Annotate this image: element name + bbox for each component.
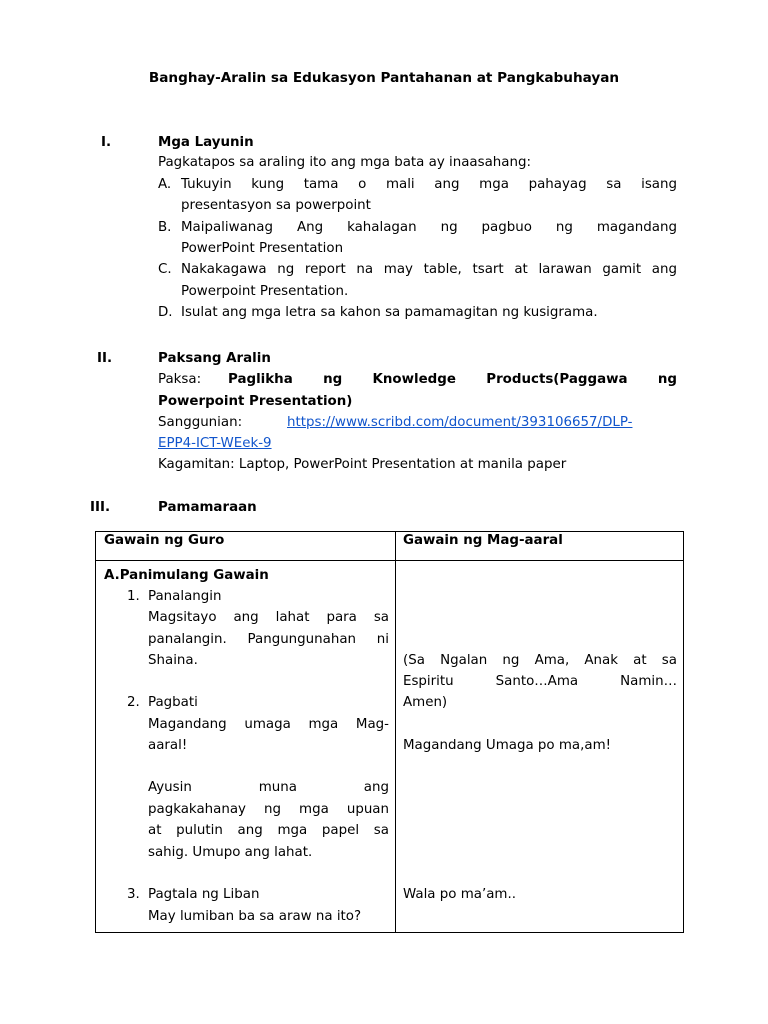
section-number: III. bbox=[90, 500, 111, 515]
step-text: panalangin. Pangungunahan ni bbox=[148, 632, 389, 647]
objective-text-cont: presentasyon sa powerpoint bbox=[181, 198, 371, 213]
step-text: Ayusin muna ang bbox=[148, 780, 389, 795]
sanggunian-label: Sanggunian: bbox=[158, 415, 243, 430]
step-text: Shaina. bbox=[148, 653, 198, 668]
response-text: Magandang Umaga po ma,am! bbox=[403, 738, 611, 753]
section-number: I. bbox=[101, 135, 112, 150]
step-title: Pagtala ng Liban bbox=[148, 887, 260, 902]
step-number: 1. bbox=[127, 589, 140, 604]
objective-letter: C. bbox=[158, 262, 172, 277]
table-header-row bbox=[96, 532, 684, 561]
objective-text: Tukuyin kung tama o mali ang mga pahayag sa isang bbox=[181, 177, 677, 192]
section-number: II. bbox=[97, 351, 113, 366]
objective-letter: D. bbox=[158, 305, 173, 320]
objective-letter: A. bbox=[158, 177, 172, 192]
sanggunian-link-cont[interactable]: EPP4-ICT-WEek-9 bbox=[158, 436, 272, 451]
objective-text: Isulat ang mga letra sa kahon sa pamamagitan ng kusigrama. bbox=[181, 305, 598, 320]
step-title: Panalangin bbox=[148, 589, 222, 604]
table-row bbox=[96, 561, 684, 933]
step-title: Pagbati bbox=[148, 695, 198, 710]
sanggunian-link[interactable]: https://www.scribd.com/document/393106657/DLP- bbox=[287, 415, 633, 430]
objective-text: Nakakagawa ng report na may table, tsart at larawan gamit ang bbox=[181, 262, 677, 277]
section-heading: Paksang Aralin bbox=[158, 351, 271, 366]
step-text: pagkakahanay ng mga upuan bbox=[148, 802, 389, 817]
section-label: A.Panimulang Gawain bbox=[104, 568, 269, 583]
step-text: aaral! bbox=[148, 738, 188, 753]
step-text: Magandang umaga mga Mag- bbox=[148, 717, 389, 732]
teacher-cell bbox=[96, 561, 396, 933]
kagamitan-text: Kagamitan: Laptop, PowerPoint Presentation at manila paper bbox=[158, 457, 567, 472]
response-text: Espiritu Santo…Ama Namin… bbox=[403, 674, 677, 689]
response-text: (Sa Ngalan ng Ama, Anak at sa bbox=[403, 653, 677, 668]
objective-text-cont: Powerpoint Presentation. bbox=[181, 284, 349, 299]
paksa-value-cont: Powerpoint Presentation) bbox=[158, 394, 353, 409]
section-heading: Pamamaraan bbox=[158, 500, 257, 515]
step-number: 3. bbox=[127, 887, 140, 902]
section-heading: Mga Layunin bbox=[158, 135, 254, 150]
page-title: Banghay-Aralin sa Edukasyon Pantahanan at Pangkabuhayan bbox=[148, 70, 620, 86]
student-cell bbox=[396, 561, 684, 933]
paksa-value: Paglikha ng Knowledge Products(Paggawa ng bbox=[228, 372, 677, 387]
step-text: at pulutin ang mga papel sa bbox=[148, 823, 389, 838]
objective-letter: B. bbox=[158, 220, 172, 235]
objectives-intro: Pagkatapos sa araling ito ang mga bata ay inaasahang: bbox=[158, 155, 531, 170]
paksa-label: Paksa: bbox=[158, 372, 202, 387]
objective-text-cont: PowerPoint Presentation bbox=[181, 241, 344, 256]
response-text: Amen) bbox=[403, 695, 448, 710]
step-number: 2. bbox=[127, 695, 140, 710]
table-header-cell bbox=[396, 532, 684, 561]
objective-text: Maipaliwanag Ang kahalagan ng pagbuo ng magandang bbox=[181, 220, 677, 235]
response-text: Wala po ma’am.. bbox=[403, 887, 516, 902]
step-text: Magsitayo ang lahat para sa bbox=[148, 610, 389, 625]
step-text: May lumiban ba sa araw na ito? bbox=[148, 909, 362, 924]
header-student: Gawain ng Mag-aaral bbox=[403, 533, 563, 548]
step-text: sahig. Umupo ang lahat. bbox=[148, 845, 313, 860]
table-header-cell bbox=[96, 532, 396, 561]
header-teacher: Gawain ng Guro bbox=[104, 533, 225, 548]
activities-table bbox=[95, 531, 684, 933]
